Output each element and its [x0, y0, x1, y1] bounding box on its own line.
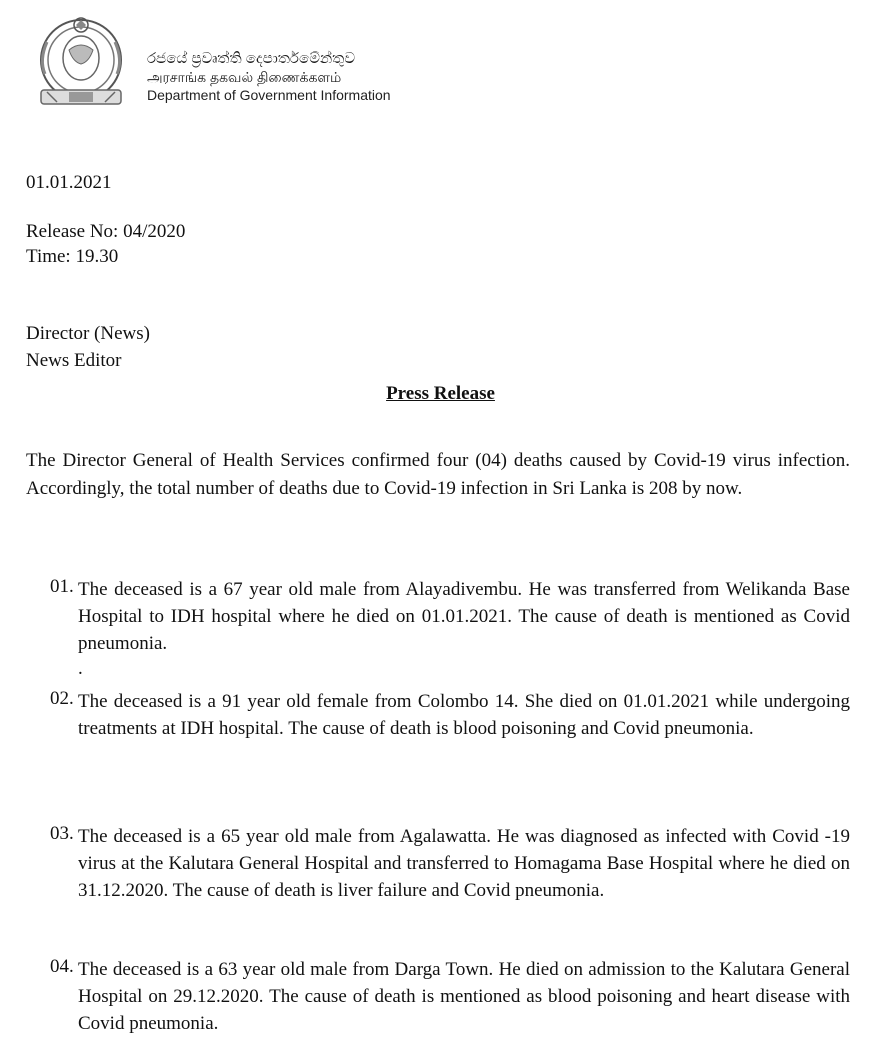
list-item — [50, 823, 850, 904]
list-item — [50, 576, 850, 657]
letterhead — [33, 12, 473, 116]
release-date: 01.01.2021 — [26, 172, 112, 193]
release-time: Time: 19.30 — [26, 246, 119, 267]
item-text: The deceased is a 65 year old male from Agalawatta. He was diagnosed as infected with Covid -19 virus at the Kalutara General Hospital and transferred to Homagama Base Hospital where he died on 31.12.2020. The cause of death is liver failure and Covid pneumonia. — [78, 826, 850, 901]
recipient-director: Director (News) — [26, 323, 150, 344]
item-text: The deceased is a 91 year old female from Colombo 14. She died on 01.01.2021 while undergoing treatments at IDH hospital. The cause of death is blood poisoning and Covid pneumonia. — [78, 691, 850, 739]
list-item — [50, 956, 850, 1037]
intro-paragraph: The Director General of Health Services confirmed four (04) deaths caused by Covid-19 virus infection. Accordingly, the total number of deaths due to Covid-19 infection in Sri Lanka is 208 by now. — [26, 450, 850, 499]
department-name-sinhala: රජයේ ප්‍රවෘත්ති දෙපාර්තමේන්තුව — [147, 50, 356, 67]
item-text: The deceased is a 67 year old male from Alayadivembu. He was transferred from Welikanda Base Hospital to IDH hospital where he died on 01.01.2021. The cause of death is mentioned as Covid pneumonia. — [78, 579, 850, 654]
stray-mark: . — [78, 658, 83, 679]
item-number: 01. — [50, 576, 74, 597]
government-emblem-icon — [33, 12, 131, 112]
item-number: 02. — [50, 688, 74, 709]
department-name-english: Department of Government Information — [147, 87, 391, 103]
item-text: The deceased is a 63 year old male from Darga Town. He died on admission to the Kalutara General Hospital on 29.12.2020. The cause of death is mentioned as blood poisoning and heart disease with Covid pneumonia. — [78, 959, 850, 1034]
release-number: Release No: 04/2020 — [26, 221, 186, 242]
list-item — [50, 688, 850, 742]
item-number: 03. — [50, 823, 74, 844]
department-names — [147, 50, 391, 104]
item-number: 04. — [50, 956, 74, 977]
page-title: Press Release — [386, 383, 495, 404]
recipient-editor: News Editor — [26, 350, 122, 371]
department-name-tamil: அரசாங்க தகவல் திணைக்களம் — [147, 69, 342, 85]
